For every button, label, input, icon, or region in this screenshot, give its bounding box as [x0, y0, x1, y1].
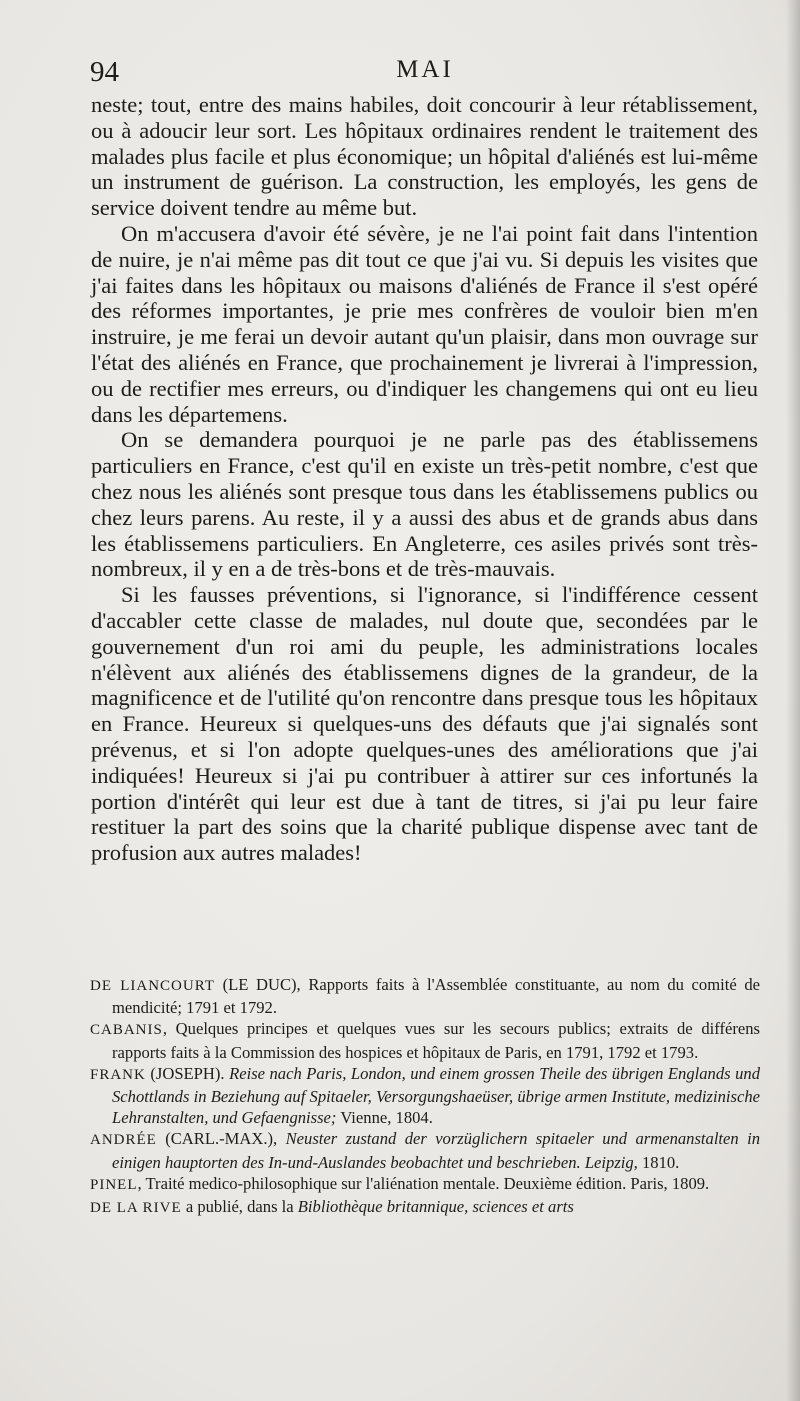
paragraph: On m'accusera d'avoir été sévère, je ne l'ai point fait dans l'intention de nuire, je n'ai même pas dit tout ce que j'ai vu. Si depuis les visites que j'ai faites dans les hôpitaux ou maisons d'aliénés de France il s'est opéré des réformes importantes, je prie mes confrères de vouloir bien m'en instruire, je me ferai un devoir autant qu'un plaisir, dans mon ouvrage sur l'état des aliénés en France, que prochainement je livrerai à l'impression, ou de rectifier mes erreurs, ou d'indiquer les changemens qui ont eu lieu dans les départemens.	[91, 220, 758, 427]
bibliography-entry	[90, 1128, 760, 1172]
entry-text: (JOSEPH).	[145, 1063, 230, 1083]
entry-text: (CARL.-MAX.),	[156, 1129, 286, 1149]
bibliography-entry	[90, 1196, 760, 1219]
entry-title: Neuster zustand der vorzüglichern spitaeler und armenanstalten in einigen hauptorten des In-und-Auslandes beobachtet und beschrieben. Leipzig,	[112, 1129, 760, 1172]
paragraph: neste; tout, entre des mains habiles, doit concourir à leur rétablissement, ou à adoucir leur sort. Les hôpitaux ordinaires rendent le traitement des malades plus facile et plus économique; un hôpital d'aliénés est lui-même un instrument de guérison. La construction, les employés, les gens de service doivent tendre au même but.	[91, 92, 758, 221]
page-header	[90, 56, 760, 90]
page-number: 94	[90, 56, 119, 88]
bibliography-entry	[90, 1063, 760, 1129]
entry-author: DE LA RIVE	[90, 1200, 182, 1217]
bibliography-entry	[90, 974, 760, 1018]
entry-text: , Quelques principes et quelques vues sur les secours publics; extraits de différens rapports faits à la Commission des hospices et hôpitaux de Paris, en 1791, 1792 et 1793.	[112, 1019, 760, 1062]
entry-title: Bibliothèque britannique, sciences et arts	[297, 1197, 574, 1217]
entry-text: 1810.	[637, 1152, 680, 1172]
bibliography-entry	[90, 1173, 760, 1196]
entry-author: PINEL	[90, 1176, 138, 1193]
bibliography-notes	[90, 974, 760, 1219]
paragraph: On se demandera pourquoi je ne parle pas des établissemens particuliers en France, c'est qu'il en existe un très-petit nombre, c'est que chez nous les aliénés sont presque tous dans les établissemens publics ou chez leurs parens. Au reste, il y a aussi des abus et de grands abus dans les établissemens particuliers. En Angleterre, ces asiles privés sont très-nombreux, il y en a de très-bons et de très-mauvais.	[91, 427, 758, 582]
entry-author: CABANIS	[90, 1022, 163, 1039]
running-head: MAI	[396, 56, 454, 83]
paragraph: Si les fausses préventions, si l'ignorance, si l'indifférence cessent d'accabler cette classe de malades, nul doute que, secondées par le gouvernement d'un roi ami du peuple, les administrations locales n'élèvent aux aliénés des établissemens dignes de la grandeur, de la magnificence et de l'utilité qu'on rencontre dans presque tous les hôpitaux en France. Heureux si quelques-uns des défauts que j'ai signalés sont prévenus, et si l'on adopte quelques-unes des améliorations que j'ai indiquées! Heureux si j'ai pu contribuer à attirer sur ces infortunés la portion d'intérêt qui leur est due à tant de titres, si j'ai pu leur faire restituer la part des soins que la charité publique dispense avec tant de profusion aux autres malades!	[91, 582, 758, 866]
entry-text: , Traité medico-philosophique sur l'aliénation mentale. Deuxième édition. Paris, 1809.	[137, 1173, 710, 1193]
bibliography-entry	[90, 1018, 760, 1062]
entry-text: a publié, dans la	[181, 1197, 298, 1217]
entry-author: FRANK	[90, 1066, 146, 1083]
entry-text: (LE DUC), Rapports faits à l'Assemblée constituante, au nom du comité de mendicité; 1791 et 1792.	[112, 975, 760, 1018]
entry-author: DE LIANCOURT	[90, 978, 215, 994]
entry-author: ANDRÉE	[90, 1132, 157, 1149]
entry-title: Reise nach Paris, London, und einem grossen Theile des übrigen Englands und Schottlands in Beziehung auf Spitaeler, Versorgungshaeüser, übrige armen Institute, medizinische Lehranstalten, und Gefaengnisse;	[112, 1063, 760, 1128]
main-text	[91, 92, 758, 866]
page-edge-shadow	[786, 0, 800, 1401]
entry-text: Vienne, 1804.	[336, 1108, 433, 1128]
